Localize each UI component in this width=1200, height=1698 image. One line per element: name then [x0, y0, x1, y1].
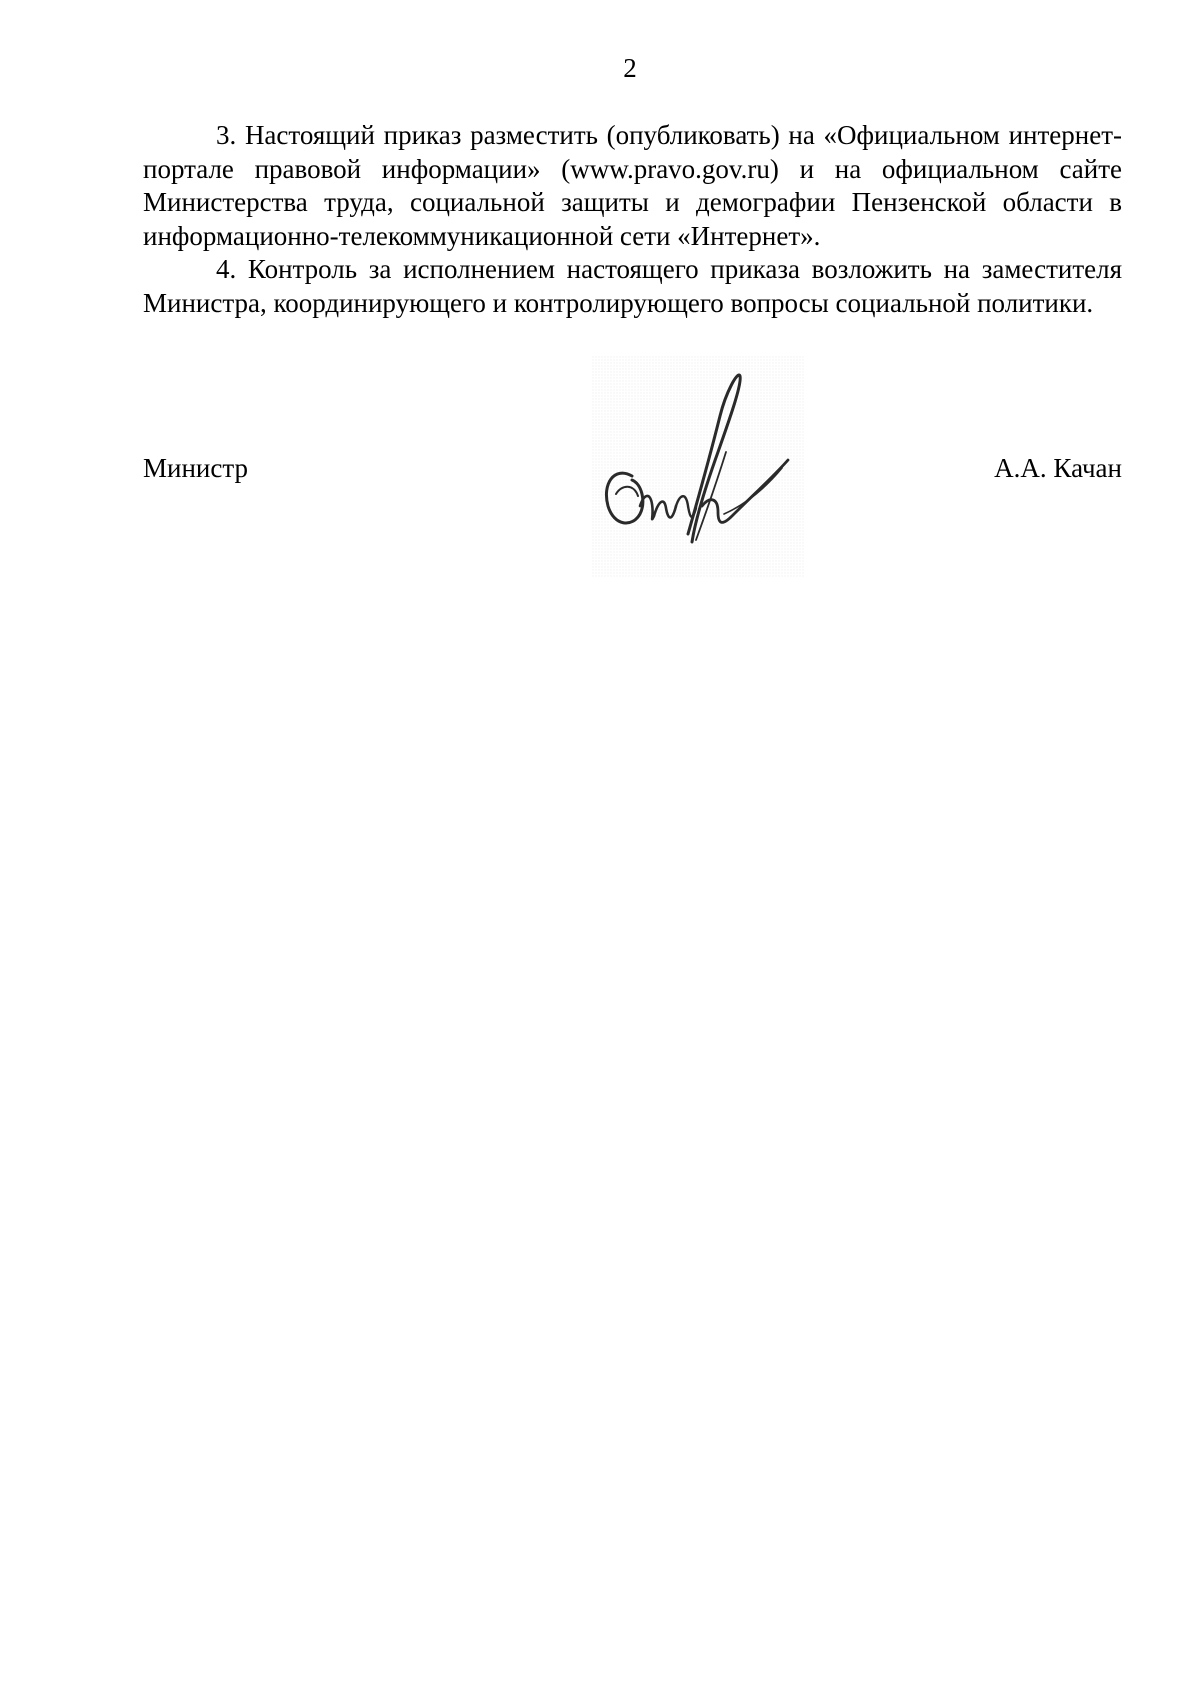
page-number: 2	[623, 53, 637, 83]
signatory-name: А.А. Качан	[994, 453, 1122, 483]
document-body	[143, 119, 1122, 320]
paragraph-3-publication: 3. Настоящий приказ разместить (опубликовать) на «Официальном интернет-портале правовой информации» (www.pravo.gov.ru) и на официальном сайте Министерства труда, социальной защиты и демографии Пензенской области в информационно-телекоммуникационной сети «Интернет».	[143, 120, 1122, 251]
signature-block	[143, 452, 1122, 492]
signatory-position: Министр	[143, 453, 248, 483]
paragraph-4-control: 4. Контроль за исполнением настоящего приказа возложить на заместителя Министра, координирующего и контролирующего вопросы социальной политики.	[143, 254, 1122, 318]
